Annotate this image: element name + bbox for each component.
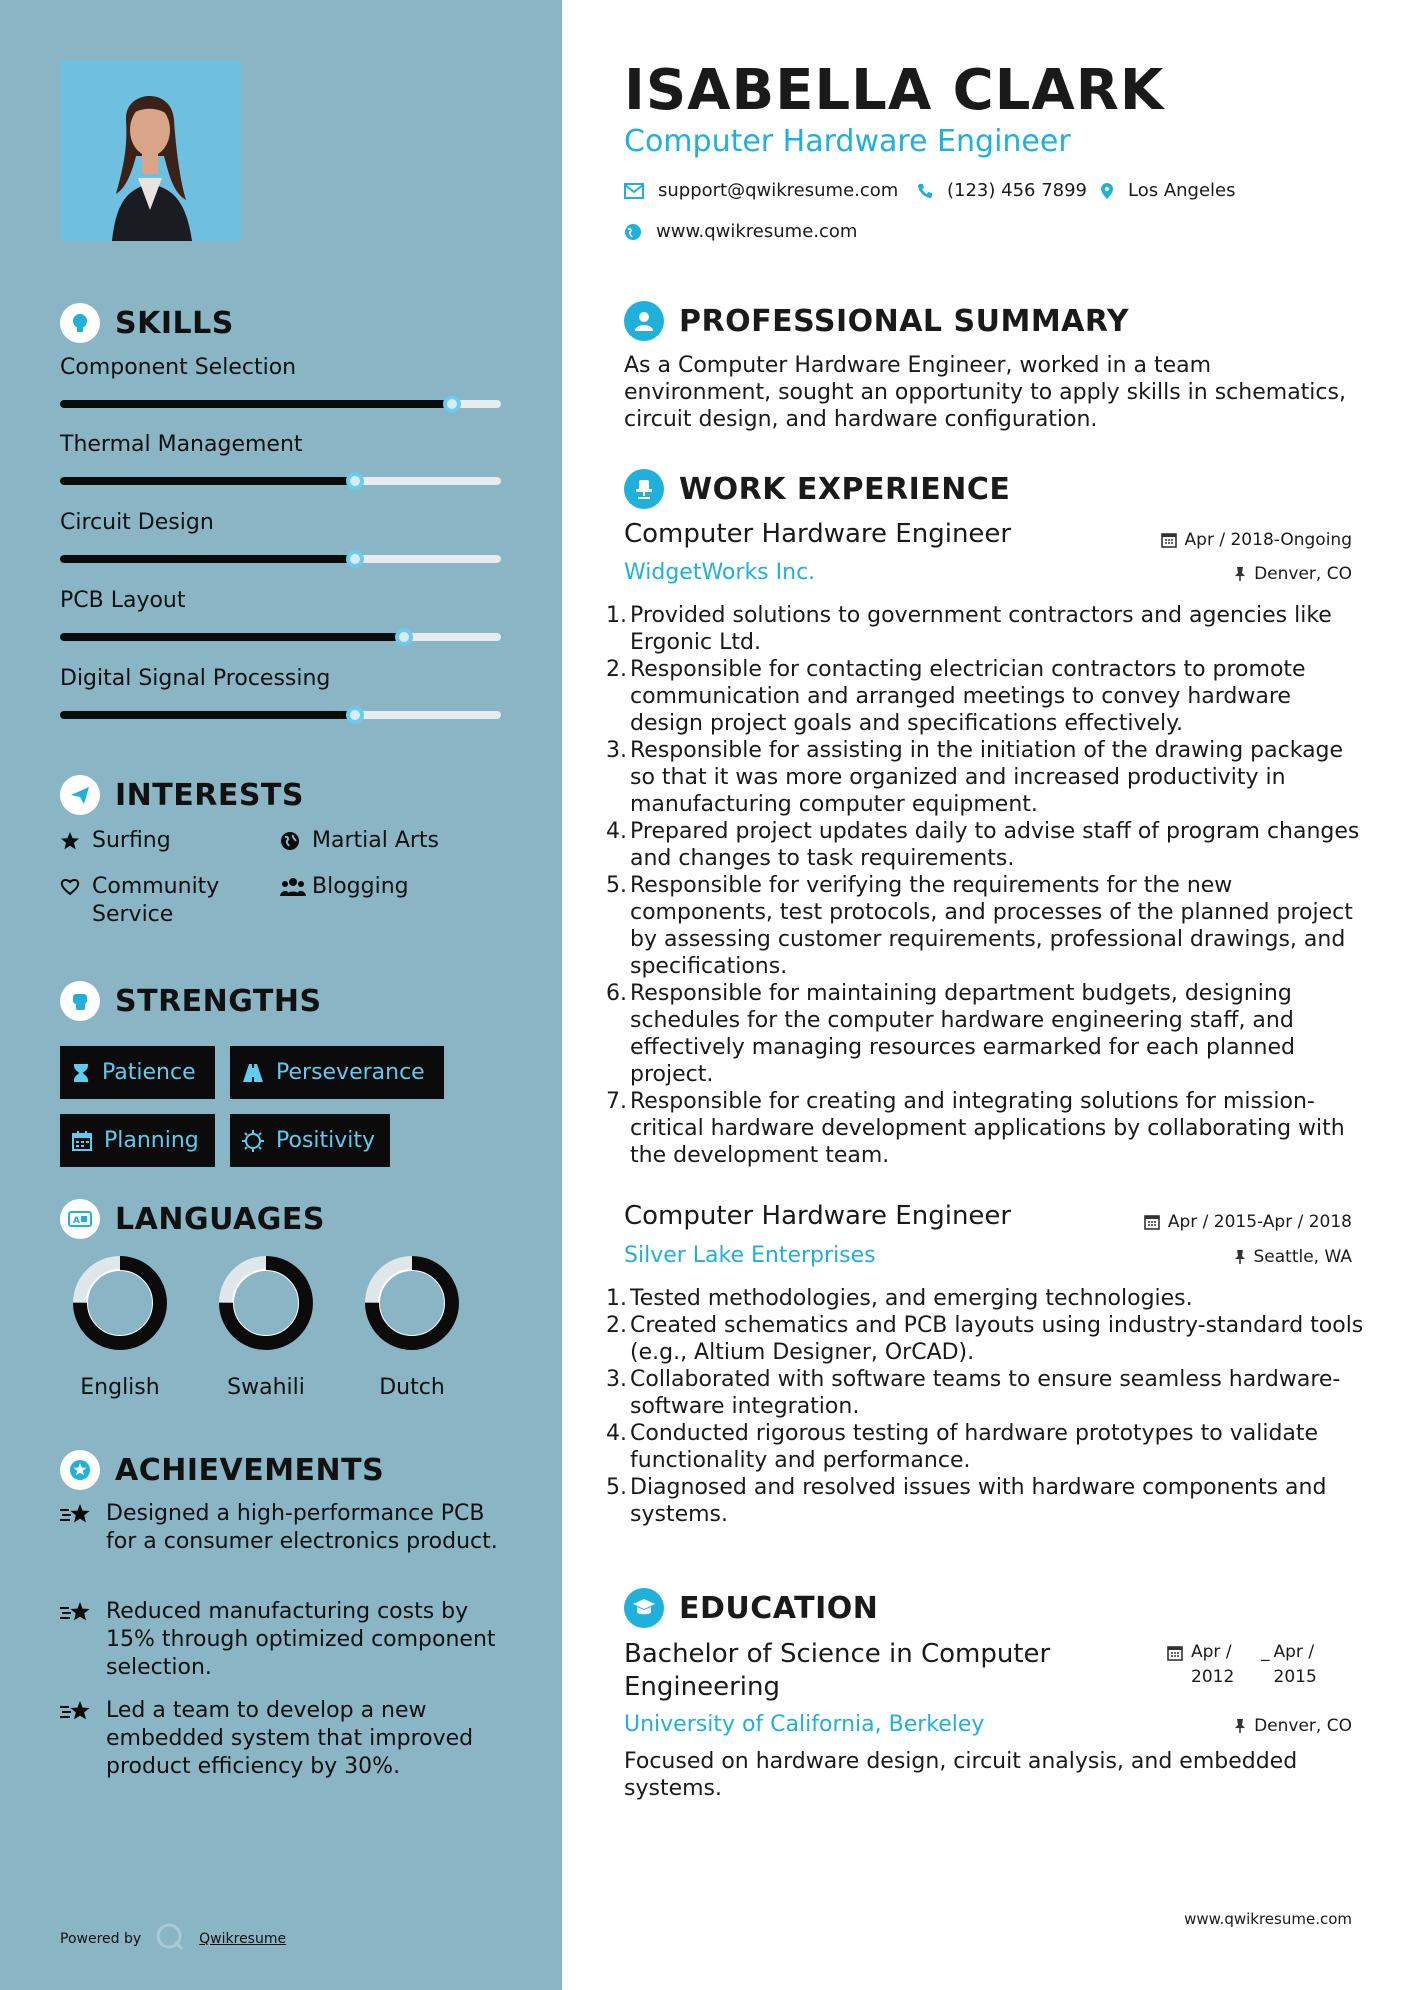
job-dates: Apr / 2018-Ongoing [1161,530,1352,550]
education-degree: Bachelor of Science in Computer Engineering [624,1639,1051,1702]
skill-label: Thermal Management [60,432,303,457]
email-link[interactable]: support@qwikresume.com [658,180,899,201]
job-dates: Apr / 2015-Apr / 2018 [1144,1212,1352,1232]
interests-heading: INTERESTS [60,775,304,815]
strengths-heading: STRENGTHS [60,981,322,1021]
strength-badge: Perseverance [230,1046,444,1099]
list-item: 5. Diagnosed and resolved issues with hardware components and systems. [606,1475,1327,1527]
skill-label: Circuit Design [60,510,214,535]
footer-website-link[interactable]: www.qwikresume.com [1184,1910,1352,1928]
pushpin-icon [1234,1718,1246,1734]
language-item: Dutch [362,1255,462,1400]
shooting-star-icon [60,1500,106,1532]
achievements-heading: ACHIEVEMENTS [60,1450,384,1490]
list-item: 4. Prepared project updates daily to advise staff of program changes and changes to task requirements. [606,819,1360,871]
list-item: 6. Responsible for maintaining department budgets, designing schedules for the computer hardware engineering staff, and effectively managing resources earmarked for each planned project. [606,981,1295,1087]
star-icon [60,827,92,855]
main-content [562,0,1407,1990]
language-ring-inner [379,1270,445,1336]
education-school: University of California, Berkeley [624,1712,985,1737]
language-icon [60,1199,100,1239]
sun-icon [242,1130,264,1152]
fist-icon [60,981,100,1021]
achievement-item: Designed a high-performance PCB for a consumer electronics product. [60,1500,500,1556]
list-item: 7. Responsible for creating and integrating solutions for mission-critical hardware development applications by collaborating with the development team. [606,1089,1345,1168]
job-company: Silver Lake Enterprises [624,1243,876,1268]
education-location: Denver, CO [1234,1716,1352,1736]
skill-bar-knob [443,395,461,413]
list-item: 5. Responsible for verifying the requirements for the new components, test protocols, and processes of the planned project by assessing customer requirements, professional drawings, and specifications. [606,873,1353,979]
pushpin-icon [1234,566,1246,582]
list-item: 1. Tested methodologies, and emerging technologies. [606,1286,1193,1311]
interest-item: Blogging [280,873,409,901]
heart-icon [60,873,92,901]
phone-icon [917,183,933,199]
job-location: Denver, CO [1234,564,1352,584]
graduate-icon [624,1588,664,1628]
skill-bar [60,633,501,641]
profile-photo [60,60,241,241]
list-item: 2. Responsible for contacting electrician contractors to promote communication and arranged meetings to convey hardware design project goals and specifications effectively. [606,657,1306,736]
skills-heading: SKILLS [60,303,234,343]
hourglass-icon [72,1063,90,1083]
users-icon [280,873,312,901]
strength-badge: Patience [60,1046,215,1099]
job-role: Computer Hardware Engineer [624,519,1012,549]
candidate-title: Computer Hardware Engineer [624,124,1071,159]
skill-bar-fill [60,711,355,719]
summary-text: As a Computer Hardware Engineer, worked in a team environment, sought an opportunity to apply skills in schematics, circuit design, and hardware configuration. [624,353,1346,432]
pushpin-icon [1234,1249,1246,1265]
skill-bar [60,711,501,719]
job-role: Computer Hardware Engineer [624,1201,1012,1231]
skill-label: PCB Layout [60,588,186,613]
contact-location: Los Angeles [1100,180,1236,201]
language-ring [364,1255,460,1351]
skill-bar-fill [60,477,355,485]
achievement-item: Led a team to develop a new embedded system that improved product efficiency by 30%. [60,1697,500,1781]
skill-bar-fill [60,633,404,641]
education-description: Focused on hardware design, circuit analysis, and embedded systems. [624,1749,1298,1801]
language-ring-inner [87,1270,153,1336]
skill-bar-knob [346,472,364,490]
shooting-star-icon [60,1697,106,1729]
qwikresume-logo-icon [155,1922,185,1956]
contact-email [624,180,898,201]
calendar-icon [72,1131,92,1151]
skill-bar-fill [60,400,452,408]
language-item: Swahili [216,1255,316,1400]
interest-item: Community Service [60,873,260,929]
job-bullets [606,602,1366,1169]
skill-label: Digital Signal Processing [60,666,331,691]
language-ring [218,1255,314,1351]
skill-bar-knob [346,706,364,724]
candidate-name: ISABELLA CLARK [624,58,1165,123]
skill-bar-fill [60,555,355,563]
languages-heading: A LANGUAGES [60,1199,325,1239]
skill-bar [60,477,501,485]
skill-bar-knob [346,550,364,568]
paper-plane-icon [60,775,100,815]
list-item: 2. Created schematics and PCB layouts using industry-standard tools (e.g., Altium Designer, OrCAD). [606,1313,1364,1365]
job-company: WidgetWorks Inc. [624,560,816,585]
calendar-icon [1167,1640,1183,1690]
lightbulb-icon [60,303,100,343]
skill-label: Component Selection [60,355,297,380]
list-item: 3. Collaborated with software teams to ensure seamless hardware-software integration. [606,1367,1341,1419]
globe-icon [280,827,312,855]
interest-item: Surfing [60,827,171,855]
office-chair-icon [624,469,664,509]
job-bullets [606,1285,1366,1528]
achievement-item: Reduced manufacturing costs by 15% through optimized component selection. [60,1598,500,1682]
strength-badge: Positivity [230,1114,390,1167]
summary-heading: PROFESSIONAL SUMMARY [624,301,1129,341]
language-ring [72,1255,168,1351]
qwikresume-link[interactable]: Qwikresume [199,1931,287,1947]
powered-by: Powered by Qwikresume [60,1922,286,1956]
calendar-icon [1144,1214,1160,1230]
skill-bar [60,555,501,563]
education-dates: Apr / 2012 _ Apr / 2015 [1167,1640,1332,1690]
interest-item: Martial Arts [280,827,439,855]
experience-heading: WORK EXPERIENCE [624,469,1010,509]
sidebar [0,0,562,1990]
contact-phone: (123) 456 7899 [917,180,1087,201]
globe-icon [624,223,642,241]
road-icon [242,1063,264,1083]
map-pin-icon [1100,182,1114,200]
language-item: English [70,1255,170,1400]
skill-bar [60,400,501,408]
language-ring-inner [233,1270,299,1336]
calendar-icon [1161,532,1177,548]
shooting-star-icon [60,1598,106,1630]
award-star-icon [60,1450,100,1490]
skill-bar-knob [395,628,413,646]
user-icon [624,301,664,341]
contact-website [624,221,857,242]
person-portrait-icon [60,60,241,241]
website-link[interactable]: www.qwikresume.com [656,221,858,242]
list-item: 4. Conducted rigorous testing of hardware prototypes to validate functionality and performance. [606,1421,1319,1473]
envelope-icon [624,183,644,199]
strength-badge: Planning [60,1114,215,1167]
list-item: 1. Provided solutions to government contractors and agencies like Ergonic Ltd. [606,603,1332,655]
list-item: 3. Responsible for assisting in the initiation of the drawing package so that it was more organized and increased productivity in manufacturing computer equipment. [606,738,1344,817]
education-heading: EDUCATION [624,1588,878,1628]
svg-text:A: A [73,1216,80,1226]
job-location: Seattle, WA [1234,1247,1353,1267]
